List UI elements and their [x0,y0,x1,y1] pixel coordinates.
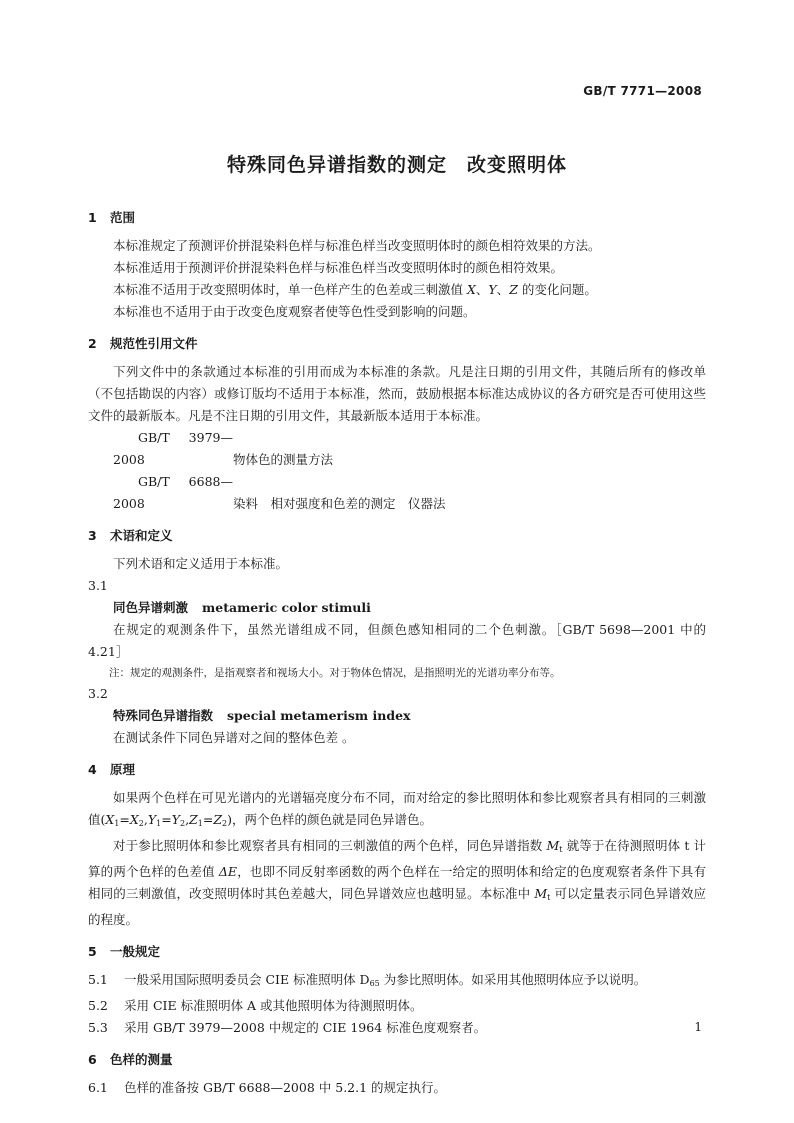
paragraph: 本标准适用于预测评价拼混染料色样与标准色样当改变照明体时的颜色相符效果。 [113,260,564,275]
term-definition: 在测试条件下同色异谱对之间的整体色差 。 [113,730,355,745]
paragraph: 下列术语和定义适用于本标准。 [113,556,289,571]
term-note: 注：规定的观测条件，是指观察者和视场大小。对于物体色情况，是指照明光的光谱功率分布等。 [109,667,561,679]
reference-item: GB/T 6688—2008 染料 相对强度和色差的测定 仪器法 [113,474,446,511]
paragraph: 本标准规定了预测评价拼混染料色样与标准色样当改变照明体时的颜色相符效果的方法。 [113,238,601,253]
paragraph: 本标准不适用于改变照明体时，单一色样产生的色差或三刺激值 X、Y、Z 的变化问题。 [113,282,597,297]
paragraph: 本标准也不适用于由于改变色度观察者使等色性受到影响的问题。 [113,304,476,319]
term-title: 同色异谱刺激 metameric color stimuli [113,600,371,615]
clause-5-3: 5.3 采用 GB/T 3979—2008 中规定的 CIE 1964 标准色度观察者。 [88,1020,487,1035]
section-heading-scope: 1 范围 [88,210,136,225]
section-heading-general-provisions: 5 一般规定 [88,944,161,959]
standard-code: GB/T 7771—2008 [583,84,702,98]
term-title: 特殊同色异谱指数 special metamerism index [113,708,411,723]
page-number: 1 [694,1020,702,1034]
term-definition: 在规定的观测条件下，虽然光谱组成不同，但颜色感知相同的二个色刺激。［GB/T 5698—2001 中的 4.21］ [88,622,706,659]
section-heading-normative-references: 2 规范性引用文件 [88,336,198,351]
document-title: 特殊同色异谱指数的测定 改变照明体 [226,154,567,176]
clause-5-2: 5.2 采用 CIE 标准照明体 A 或其他照明体为待测照明体。 [88,998,423,1013]
paragraph: 下列文件中的条款通过本标准的引用而成为本标准的条款。凡是注日期的引用文件，其随后所有的修改单（不包括勘误的内容）或修订版均不适用于本标准，然而，鼓励根据本标准达成协议的各方研究是否可使用这些文件的最新版本。凡是不注日期的引用文件，其最新版本适用于本标准。 [88,364,706,423]
section-heading-terms: 3 术语和定义 [88,528,173,543]
paragraph: 如果两个色样在可见光谱内的光谱辐亮度分布不同，而对给定的参比照明体和参比观察者具有相同的三刺激值$(X_1=X_2,Y_1=Y_2,Z_1=Z_2)$，两个色样的颜色就是同色异谱色。 [88,790,706,828]
section-heading-sample-measurement: 6 色样的测量 [88,1052,173,1067]
reference-item: GB/T 3979—2008 物体色的测量方法 [113,430,334,467]
term-number: 3.1 [88,578,108,593]
document-body [88,207,706,1099]
term-number: 3.2 [88,686,108,701]
clause-5-1: 5.1 一般采用国际照明委员会 CIE 标准照明体 $D_{65}$ 为参比照明体。如采用其他照明体应予以说明。 [88,972,647,988]
section-heading-principle: 4 原理 [88,762,136,777]
paragraph: 对于参比照明体和参比观察者具有相同的三刺激值的两个色样，同色异谱指数 $M_t$ 就等于在待测照明体 t 计算的两个色样的色差值 ΔE，也即不同反射率函数的两个色样在一给定的照明体和给定的色度观察者条件下具有相同的三刺激值，改变照明体时其色差越大，同色异谱效应也越明显。本标准中 $M_t$ 可以定量表示同色异谱效应的程度。 [88,838,706,927]
clause-6-1: 6.1 色样的准备按 GB/T 6688—2008 中 5.2.1 的规定执行。 [88,1080,447,1095]
